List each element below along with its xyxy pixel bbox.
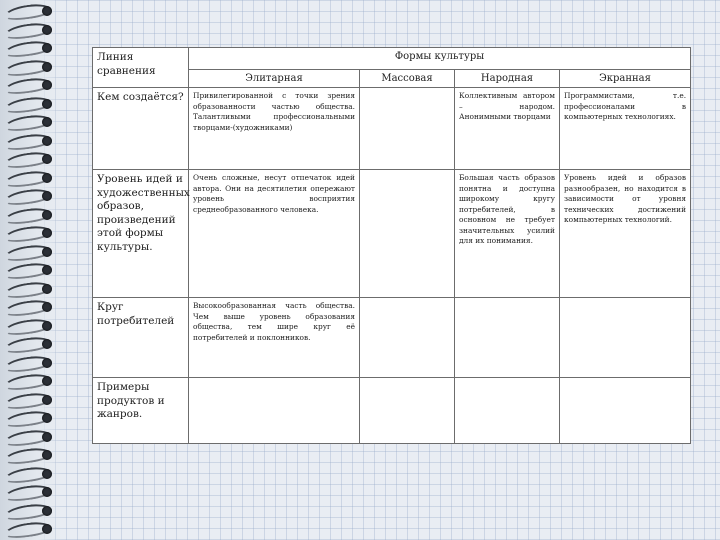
spiral-hole xyxy=(42,506,52,516)
spiral-hole xyxy=(42,358,52,368)
spiral-hole xyxy=(42,395,52,405)
spiral-ring xyxy=(4,152,54,166)
spiral-ring xyxy=(4,189,54,203)
table-cell: Привилегированной с точки зрения образованности частью общества. Талантливыми профессиональными творцами-(художниками) xyxy=(189,88,360,170)
spiral-ring xyxy=(4,60,54,74)
spiral-ring xyxy=(4,134,54,148)
column-header-mass: Массовая xyxy=(360,70,455,88)
spiral-hole xyxy=(42,469,52,479)
spiral-ring xyxy=(4,504,54,518)
table-cell xyxy=(455,298,560,378)
table-cell: Высокообразованная часть общества. Чем выше уровень образования общества, тем шире круг её потребителей и поклонников. xyxy=(189,298,360,378)
table-cell xyxy=(360,88,455,170)
spiral-ring xyxy=(4,208,54,222)
spiral-ring xyxy=(4,448,54,462)
spiral-ring xyxy=(4,300,54,314)
spiral-ring xyxy=(4,337,54,351)
spiral-ring xyxy=(4,319,54,333)
table-row xyxy=(93,298,691,378)
spiral-ring xyxy=(4,282,54,296)
spiral-ring xyxy=(4,374,54,388)
spiral-ring xyxy=(4,41,54,55)
corner-label: Линия сравнения xyxy=(93,48,189,88)
spiral-hole xyxy=(42,413,52,423)
column-header-screen: Экранная xyxy=(560,70,691,88)
table-row xyxy=(93,88,691,170)
column-header-folk: Народная xyxy=(455,70,560,88)
spiral-ring xyxy=(4,467,54,481)
spiral-hole xyxy=(42,25,52,35)
spiral-hole xyxy=(42,450,52,460)
spiral-ring xyxy=(4,485,54,499)
table-cell xyxy=(560,378,691,444)
spiral-ring xyxy=(4,115,54,129)
spiral-hole xyxy=(42,247,52,257)
group-header: Формы культуры xyxy=(189,48,691,70)
spiral-ring xyxy=(4,356,54,370)
spiral-ring xyxy=(4,4,54,18)
table-cell xyxy=(360,170,455,298)
spiral-hole xyxy=(42,136,52,146)
culture-forms-table xyxy=(92,47,691,444)
table-cell: Уровень идей и образов разнообразен, но находится в зависимости от уровня технических достижений компьютерных технологий. xyxy=(560,170,691,298)
notebook-spiral-binding xyxy=(0,0,62,540)
column-header-elite: Элитарная xyxy=(189,70,360,88)
spiral-ring xyxy=(4,226,54,240)
table-cell xyxy=(455,378,560,444)
spiral-hole xyxy=(42,154,52,164)
spiral-ring xyxy=(4,97,54,111)
spiral-hole xyxy=(42,99,52,109)
row-label: Уровень идей и художественных образов, произведений этой формы культуры. xyxy=(93,170,189,298)
spiral-hole xyxy=(42,228,52,238)
spiral-ring xyxy=(4,245,54,259)
table-cell: Очень сложные, несут отпечаток идей автора. Они на десятилетия опережают уровень восприятия среднеобразованного человека. xyxy=(189,170,360,298)
row-label: Круг потребителей xyxy=(93,298,189,378)
spiral-ring xyxy=(4,171,54,185)
spiral-ring xyxy=(4,430,54,444)
spiral-ring xyxy=(4,522,54,536)
spiral-hole xyxy=(42,302,52,312)
spiral-hole xyxy=(42,210,52,220)
spiral-ring xyxy=(4,411,54,425)
table-row xyxy=(93,170,691,298)
table-cell xyxy=(360,298,455,378)
spiral-hole xyxy=(42,62,52,72)
spiral-hole xyxy=(42,265,52,275)
table-cell xyxy=(560,298,691,378)
spiral-hole xyxy=(42,6,52,16)
spiral-hole xyxy=(42,487,52,497)
spiral-hole xyxy=(42,43,52,53)
spiral-ring xyxy=(4,393,54,407)
table-cell xyxy=(189,378,360,444)
spiral-hole xyxy=(42,376,52,386)
spiral-hole xyxy=(42,432,52,442)
spiral-ring xyxy=(4,78,54,92)
spiral-hole xyxy=(42,117,52,127)
spiral-ring xyxy=(4,23,54,37)
table-cell: Коллективным автором – народом. Анонимными творцами xyxy=(455,88,560,170)
spiral-hole xyxy=(42,284,52,294)
spiral-hole xyxy=(42,321,52,331)
table-row xyxy=(93,378,691,444)
row-label: Кем создаётся? xyxy=(93,88,189,170)
table-cell xyxy=(360,378,455,444)
spiral-hole xyxy=(42,173,52,183)
table-cell: Большая часть образов понятна и доступна широкому кругу потребителей, в основном не требует значительных усилий для их понимания. xyxy=(455,170,560,298)
spiral-hole xyxy=(42,524,52,534)
spiral-ring xyxy=(4,263,54,277)
spiral-hole xyxy=(42,80,52,90)
table-cell: Программистами, т.е. профессионалами в компьютерных технологиях. xyxy=(560,88,691,170)
spiral-hole xyxy=(42,339,52,349)
spiral-hole xyxy=(42,191,52,201)
row-label: Примеры продуктов и жанров. xyxy=(93,378,189,444)
